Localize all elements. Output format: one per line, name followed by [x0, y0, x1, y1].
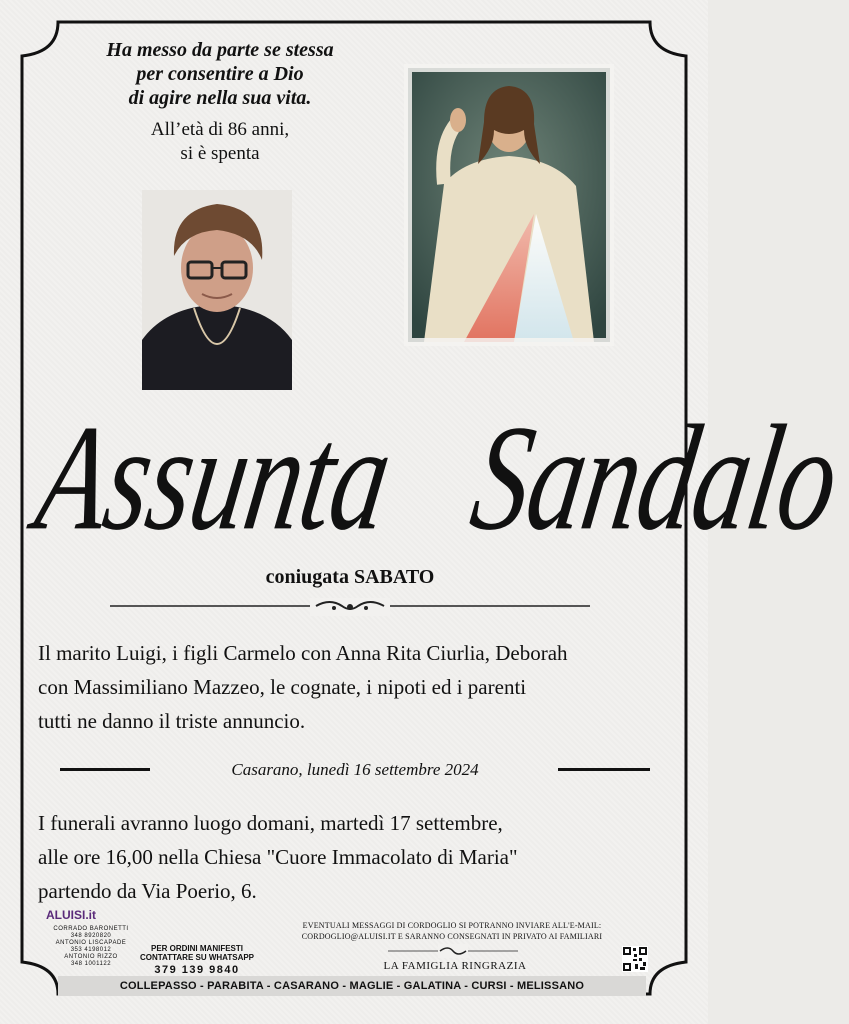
family-thanks: LA FAMIGLIA RINGRAZIA: [383, 960, 527, 972]
agency-logo: ALUISI.it CORRADO BARONETTI 348 8920820 ANTONIO LISCAPADE 353 4198012 ANTONIO RIZZO 348 1001122: [46, 908, 136, 968]
orders-contact: PER ORDINI MANIFESTI CONTATTARE SU WHATSAPP 379 139 9840: [132, 944, 262, 976]
first-name: Assunta: [26, 394, 401, 563]
married-name: coniugata SABATO: [265, 566, 435, 588]
announcement-text: Il marito Luigi, i figli Carmelo con Anna Rita Ciurlia, Deborah con Massimiliano Mazzeo, le cognate, i nipoti ed i parenti tutti ne danno il triste annuncio.: [38, 641, 568, 733]
deceased-name: [26, 392, 849, 563]
ornament-divider: [110, 596, 590, 618]
agency-brand: ALUISI.it: [46, 908, 96, 922]
divine-mercy-image: [404, 64, 614, 346]
whatsapp-number[interactable]: 379 139 9840: [154, 964, 240, 976]
date-rule-left: [60, 768, 150, 771]
age-text: All’età di 86 anni, si è spenta: [150, 119, 290, 164]
date-rule-right: [558, 768, 650, 771]
quote-text: Ha messo da parte se stessa per consentire a Dio di agire nella sua vita.: [106, 39, 334, 109]
condolence-notice: EVENTUALI MESSAGGI DI CORDOGLIO SI POTRANNO INVIARE ALL'E-MAIL: CORDOGLIO@ALUISI.IT E SARANNO CONSEGNATI IN PRIVATO AI FAMILIARI: [301, 921, 603, 941]
funeral-text: I funerali avranno luogo domani, martedì 17 settembre, alle ore 16,00 nella Chiesa "Cuore Immacolato di Maria" partendo da Via Poerio, 6.: [38, 811, 518, 903]
qr-code-icon[interactable]: [622, 946, 648, 972]
small-ornament: [388, 944, 518, 958]
date-text: Casarano, lunedì 16 settembre 2024: [231, 760, 479, 779]
towns-bar: COLLEPASSO - PARABITA - CASARANO - MAGLIE - GALATINA - CURSI - MELISSANO: [58, 976, 646, 996]
last-name: Sandalo: [462, 394, 849, 563]
deceased-photo: [142, 190, 292, 390]
